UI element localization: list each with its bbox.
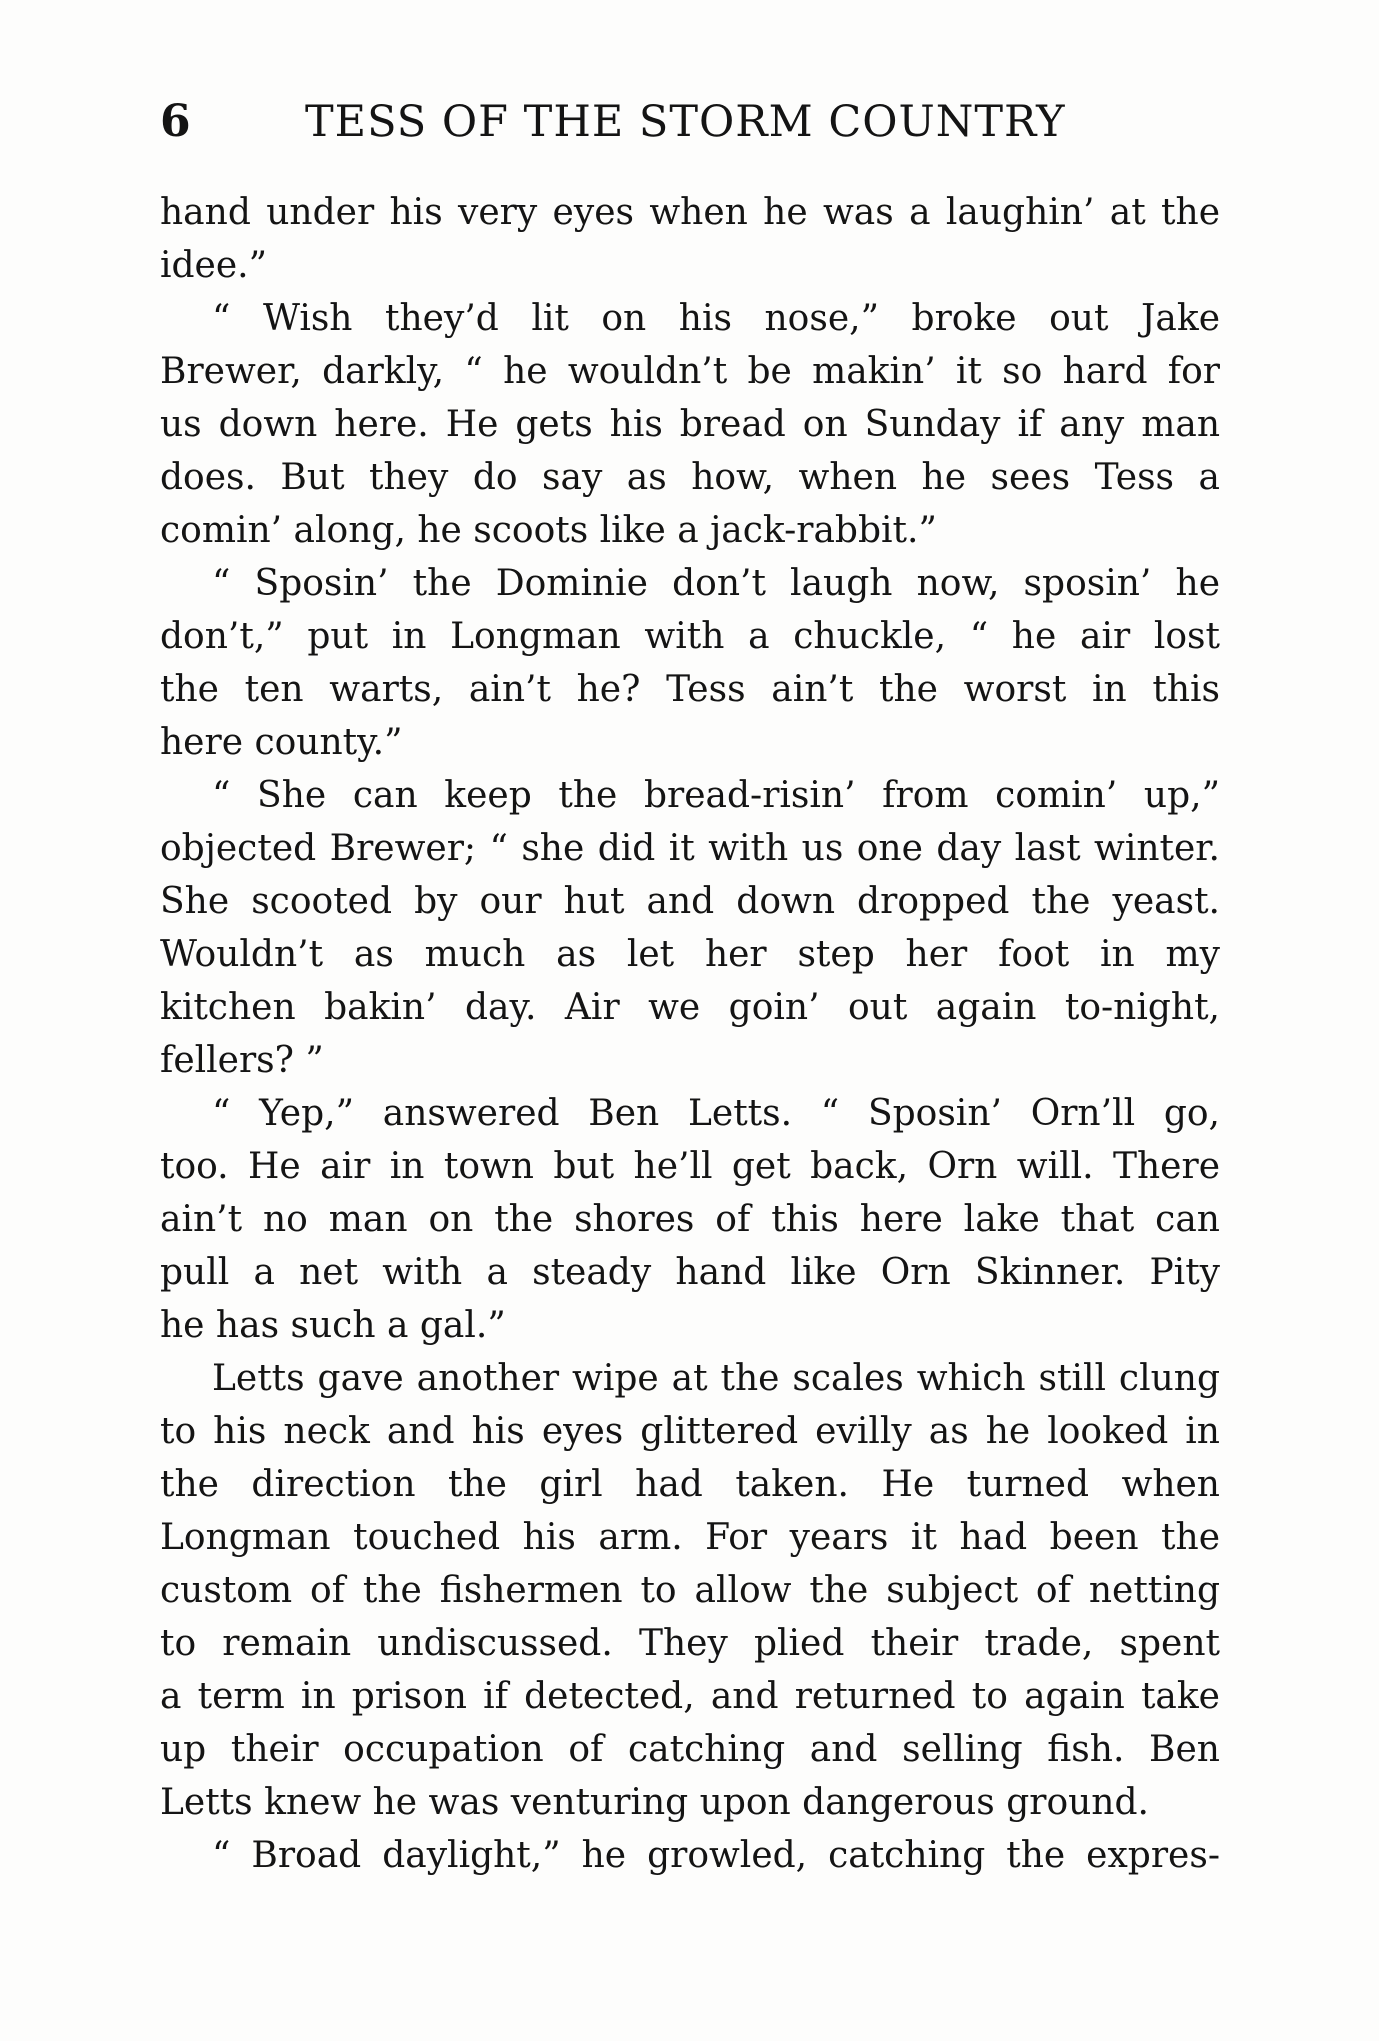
text-line: too. He air in town but he’ll get back, Orn will. There <box>160 1146 1220 1187</box>
text-line: hand under his very eyes when he was a laughin’ at the <box>160 192 1220 233</box>
text-line: objected Brewer; “ she did it with us one day last winter. <box>160 828 1220 869</box>
text-line: pull a net with a steady hand like Orn Skinner. Pity <box>160 1252 1220 1293</box>
text-line: he has such a gal.” <box>160 1305 506 1346</box>
text-line: She scooted by our hut and down dropped the yeast. <box>160 881 1220 922</box>
text-line: the direction the girl had taken. He turned when <box>160 1464 1220 1505</box>
text-line: Brewer, darkly, “ he wouldn’t be makin’ it so hard for <box>160 351 1220 392</box>
text-line: Longman touched his arm. For years it had been the <box>160 1517 1220 1558</box>
text-line: kitchen bakin’ day. Air we goin’ out again to-night, <box>160 987 1220 1028</box>
text-line: to his neck and his eyes glittered evilly as he looked in <box>160 1411 1220 1452</box>
text-line: don’t,” put in Longman with a chuckle, “ he air lost <box>160 616 1220 657</box>
text-line: Letts knew he was venturing upon dangerous ground. <box>160 1782 1149 1823</box>
text-line: Wouldn’t as much as let her step her foot in my <box>160 934 1220 975</box>
text-line: “ Sposin’ the Dominie don’t laugh now, sposin’ he <box>212 563 1220 604</box>
text-line: here county.” <box>160 722 403 763</box>
text-line: up their occupation of catching and selling fish. Ben <box>160 1729 1220 1770</box>
text-line: idee.” <box>160 245 268 286</box>
text-line: a term in prison if detected, and returned to again take <box>160 1676 1220 1717</box>
text-line: to remain undiscussed. They plied their trade, spent <box>160 1623 1220 1664</box>
text-line: “ Wish they’d lit on his nose,” broke out Jake <box>212 298 1220 339</box>
page-header <box>160 92 1220 152</box>
text-line: “ She can keep the bread-risin’ from comin’ up,” <box>212 775 1220 816</box>
text-line: “ Broad daylight,” he growled, catching the expres- <box>212 1835 1220 1876</box>
text-line: the ten warts, ain’t he? Tess ain’t the worst in this <box>160 669 1220 710</box>
text-line: “ Yep,” answered Ben Letts. “ Sposin’ Orn’ll go, <box>212 1093 1220 1134</box>
text-line: custom of the fishermen to allow the subject of netting <box>160 1570 1220 1611</box>
body-text <box>160 186 1220 1882</box>
text-line: us down here. He gets his bread on Sunday if any man <box>160 404 1220 445</box>
text-line: does. But they do say as how, when he sees Tess a <box>160 457 1220 498</box>
text-line: Letts gave another wipe at the scales which still clung <box>212 1358 1220 1399</box>
running-head: TESS OF THE STORM COUNTRY <box>305 97 1066 147</box>
text-line: ain’t no man on the shores of this here lake that can <box>160 1199 1220 1240</box>
text-line: comin’ along, he scoots like a jack-rabbit.” <box>160 510 937 551</box>
text-line: fellers? ” <box>160 1040 324 1081</box>
page-number: 6 <box>160 96 191 147</box>
